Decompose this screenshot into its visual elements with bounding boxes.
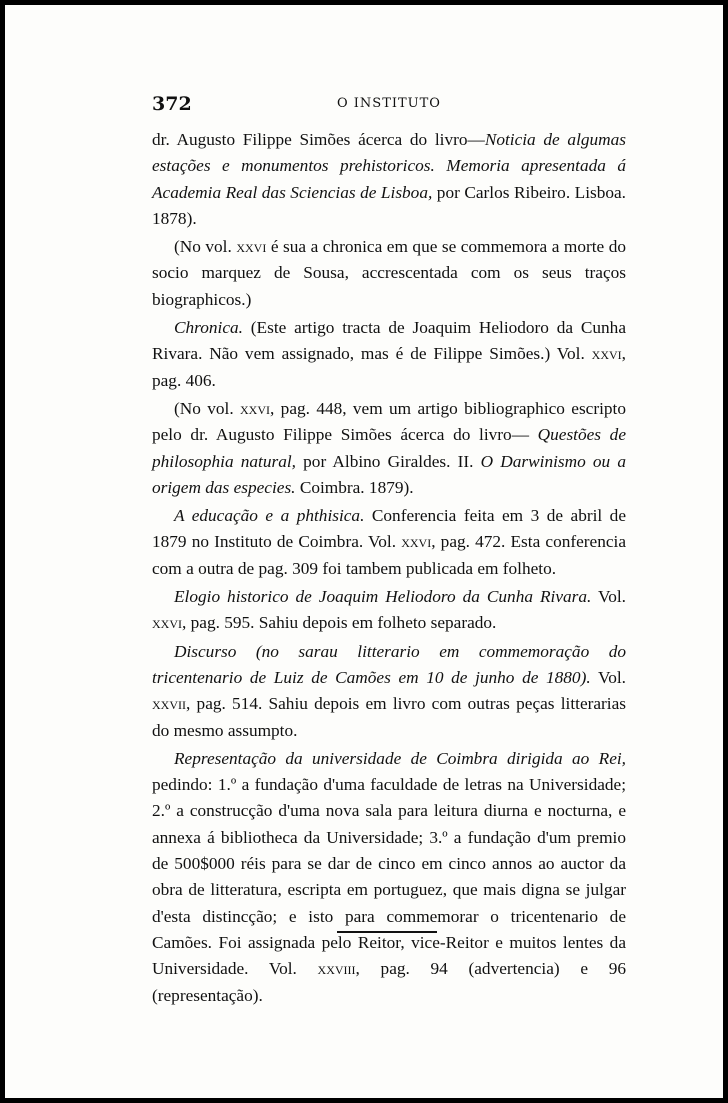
- text-run: Coimbra. 1879).: [295, 477, 414, 497]
- italic-text: Noticia de algumas estações e monumentos prehistoricos. Memoria apresentada á Academia Real das Sciencias de Lisboa,: [152, 130, 626, 202]
- page-number: 372: [152, 93, 192, 115]
- small-caps-text: xxviii: [317, 959, 356, 979]
- text-run: , pag. 94 (advertencia) e 96 (representação).: [152, 959, 626, 1005]
- paragraph: [152, 315, 626, 394]
- italic-text: Questões de philosophia natural,: [152, 425, 626, 471]
- section-divider: [337, 931, 437, 933]
- paragraph: [152, 234, 626, 313]
- small-caps-text: xxvii: [152, 694, 186, 714]
- text-run: por Carlos Ribeiro. Lisboa. 1878).: [152, 182, 627, 228]
- small-caps-text: xxvi: [152, 613, 182, 633]
- small-caps-text: xxvi: [240, 398, 270, 418]
- italic-text: Elogio historico de Joaquim Heliodoro da Cunha Rivara.: [174, 587, 592, 607]
- text-run: , pag. 514. Sahiu depois em livro com outras peças litterarias do mesmo assumpto.: [152, 694, 626, 740]
- text-run: Vol.: [590, 667, 626, 687]
- text-run: é sua a chronica em que se commemora a morte do socio marquez de Sousa, accrescentada com os seus traços biographicos.): [152, 237, 627, 309]
- paragraph: [152, 396, 626, 501]
- paragraph: [152, 746, 626, 1009]
- italic-text: Chronica.: [174, 318, 243, 338]
- text-run: , pag. 472. Esta conferencia com a outra de pag. 309 foi tambem publicada em folheto.: [152, 532, 626, 578]
- body-text: [152, 127, 626, 1009]
- text-run: , pag. 595. Sahiu depois em folheto separado.: [182, 613, 497, 633]
- text-run: Conferencia feita em 3 de abril de 1879 no Instituto de Coimbra. Vol.: [152, 506, 626, 552]
- paragraph: [152, 639, 626, 744]
- text-run: (No vol.: [174, 237, 237, 257]
- text-run: Vol.: [591, 587, 626, 607]
- small-caps-text: xxvi: [401, 532, 432, 552]
- italic-text: A educação e a phthisica.: [174, 506, 365, 526]
- page-header: [152, 93, 622, 117]
- text-run: dr. Augusto Filippe Simões ácerca do livro—: [152, 130, 485, 149]
- text-run: , pag. 406.: [152, 344, 626, 390]
- running-head: O INSTITUTO: [337, 96, 441, 111]
- italic-text: Discurso (no sarau litterario em commemoração do tricentenario de Luiz de Camões em 10 de junho de 1880).: [152, 641, 626, 687]
- text-run: (Este artigo tracta de Joaquim Heliodoro da Cunha Rivara. Não vem assignado, mas é de Filippe Simões.) Vol.: [152, 318, 626, 364]
- italic-text: O Darwinismo ou a origem das especies.: [152, 451, 626, 497]
- italic-text: Representação da universidade de Coimbra dirigida ao Rei,: [174, 748, 626, 768]
- small-caps-text: xxvi: [236, 237, 267, 257]
- paragraph: [152, 503, 626, 582]
- paragraph: [152, 127, 626, 232]
- text-run: , pag. 448, vem um artigo bibliographico escripto pelo dr. Augusto Filippe Simões ácerca do livro—: [152, 398, 626, 445]
- text-run: por Albino Giraldes. II.: [296, 451, 481, 471]
- small-caps-text: xxvi: [591, 344, 622, 364]
- text-run: pedindo: 1.º a fundação d'uma faculdade de letras na Universidade; 2.º a construcção d'uma nova sala para leitura diurna e nocturna, e annexa á bibliotheca da Universidade; 3.º a fundação d'um premio de 500$000 réis para se dar de cinco em cinco annos ao auctor da obra de litteratura, escripta em portuguez, que mais digna se julgar d'esta distincção; e isto para commemorar o tricentenario de Camões. Foi assignada pelo Reitor, vice-Reitor e muitos lentes da Universidade. Vol.: [152, 775, 626, 979]
- paragraph: [152, 584, 626, 637]
- text-run: (No vol.: [174, 398, 240, 418]
